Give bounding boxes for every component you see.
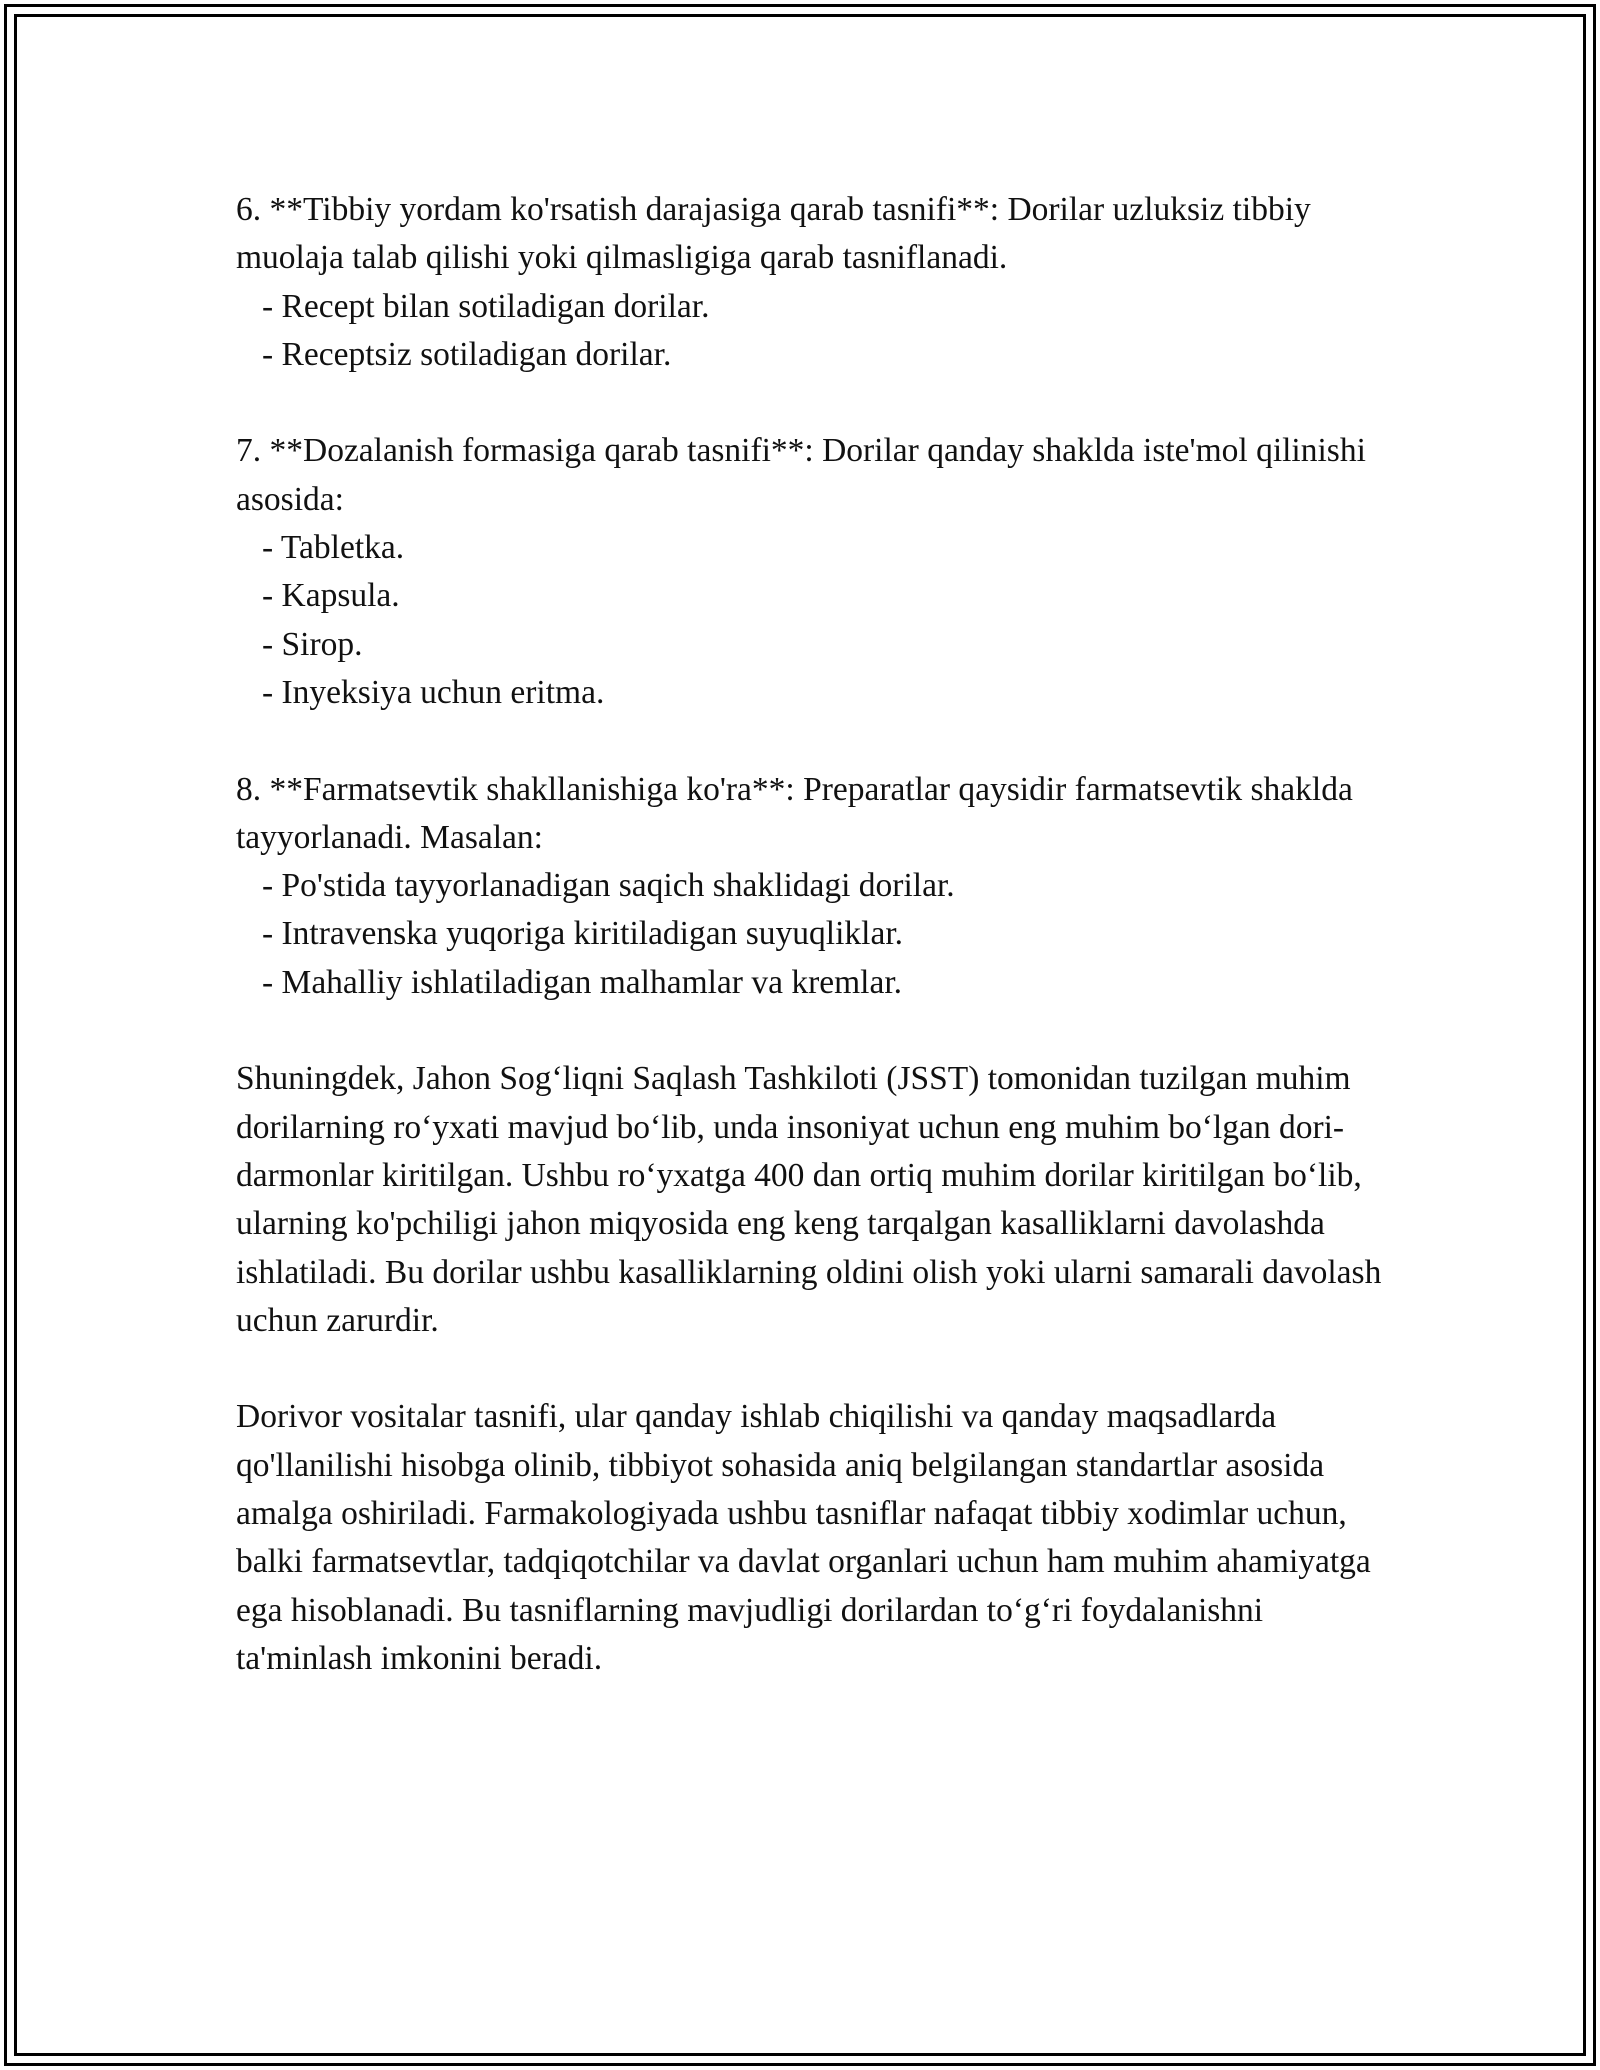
list-item: - Inyeksiya uchun eritma. [262, 673, 605, 711]
section-6-heading: 6. **Tibbiy yordam ko'rsatish darajasiga qarab tasnifi**: Dorilar uzluksiz tibbiy muolaja talab qilishi yoki qilmasligiga qarab tasniflanadi. [236, 191, 1311, 277]
list-item: - Tabletka. [262, 529, 405, 567]
paragraph-classification-conclusion: Dorivor vositalar tasnifi, ular qanday ishlab chiqilishi va qanday maqsadlarda qo'llanilishi hisobga olinib, tibbiyot sohasida aniq belgilangan standartlar asosida amalga oshiriladi. Farmakologiyada ushbu tasniflar nafaqat tibbiy xodimlar uchun, balki farmatsevtlar, tadqiqotchilar va davlat organlari uchun ham muhim ahamiyatga ega hisoblanadi. Bu tasniflarning mavjudligi dorilardan to‘g‘ri foydalanishni ta'minlash imkonini beradi. [236, 1398, 1371, 1677]
spacer [236, 717, 1386, 765]
section-8-heading: 8. **Farmatsevtik shakllanishiga ko'ra**: Preparatlar qaysidir farmatsevtik shaklda tayyorlanadi. Masalan: [236, 770, 1353, 856]
list-item: - Po'stida tayyorlanadigan saqich shaklidagi dorilar. [262, 867, 955, 905]
list-item: - Kapsula. [262, 577, 400, 615]
list-item: - Recept bilan sotiladigan dorilar. [262, 287, 710, 325]
paragraph-who-essential-medicines: Shuningdek, Jahon Sog‘liqni Saqlash Tashkiloti (JSST) tomonidan tuzilgan muhim dorilarning ro‘yxati mavjud bo‘lib, unda insoniyat uchun eng muhim bo‘lgan dori-darmonlar kiritilgan. Ushbu ro‘yxatga 400 dan ortiq muhim dorilar kiritilgan bo‘lib, ularning ko'pchiligi jahon miqyosida eng keng tarqalgan kasalliklarni davolashda ishlatiladi. Bu dorilar ushbu kasalliklarning oldini olish yoki ularni samarali davolash uchun zarurdir. [236, 1060, 1382, 1339]
list-item: - Sirop. [262, 625, 363, 663]
document-body [236, 186, 1386, 1683]
list-item: - Receptsiz sotiladigan dorilar. [262, 335, 672, 373]
list-item: - Intravenska yuqoriga kiritiladigan suyuqliklar. [262, 915, 903, 953]
spacer [236, 379, 1386, 427]
section-7-heading: 7. **Dozalanish formasiga qarab tasnifi**: Dorilar qanday shaklda iste'mol qilinishi asosida: [236, 432, 1366, 518]
spacer [236, 1007, 1386, 1055]
spacer [236, 1345, 1386, 1393]
list-item: - Mahalliy ishlatiladigan malhamlar va kremlar. [262, 963, 903, 1001]
